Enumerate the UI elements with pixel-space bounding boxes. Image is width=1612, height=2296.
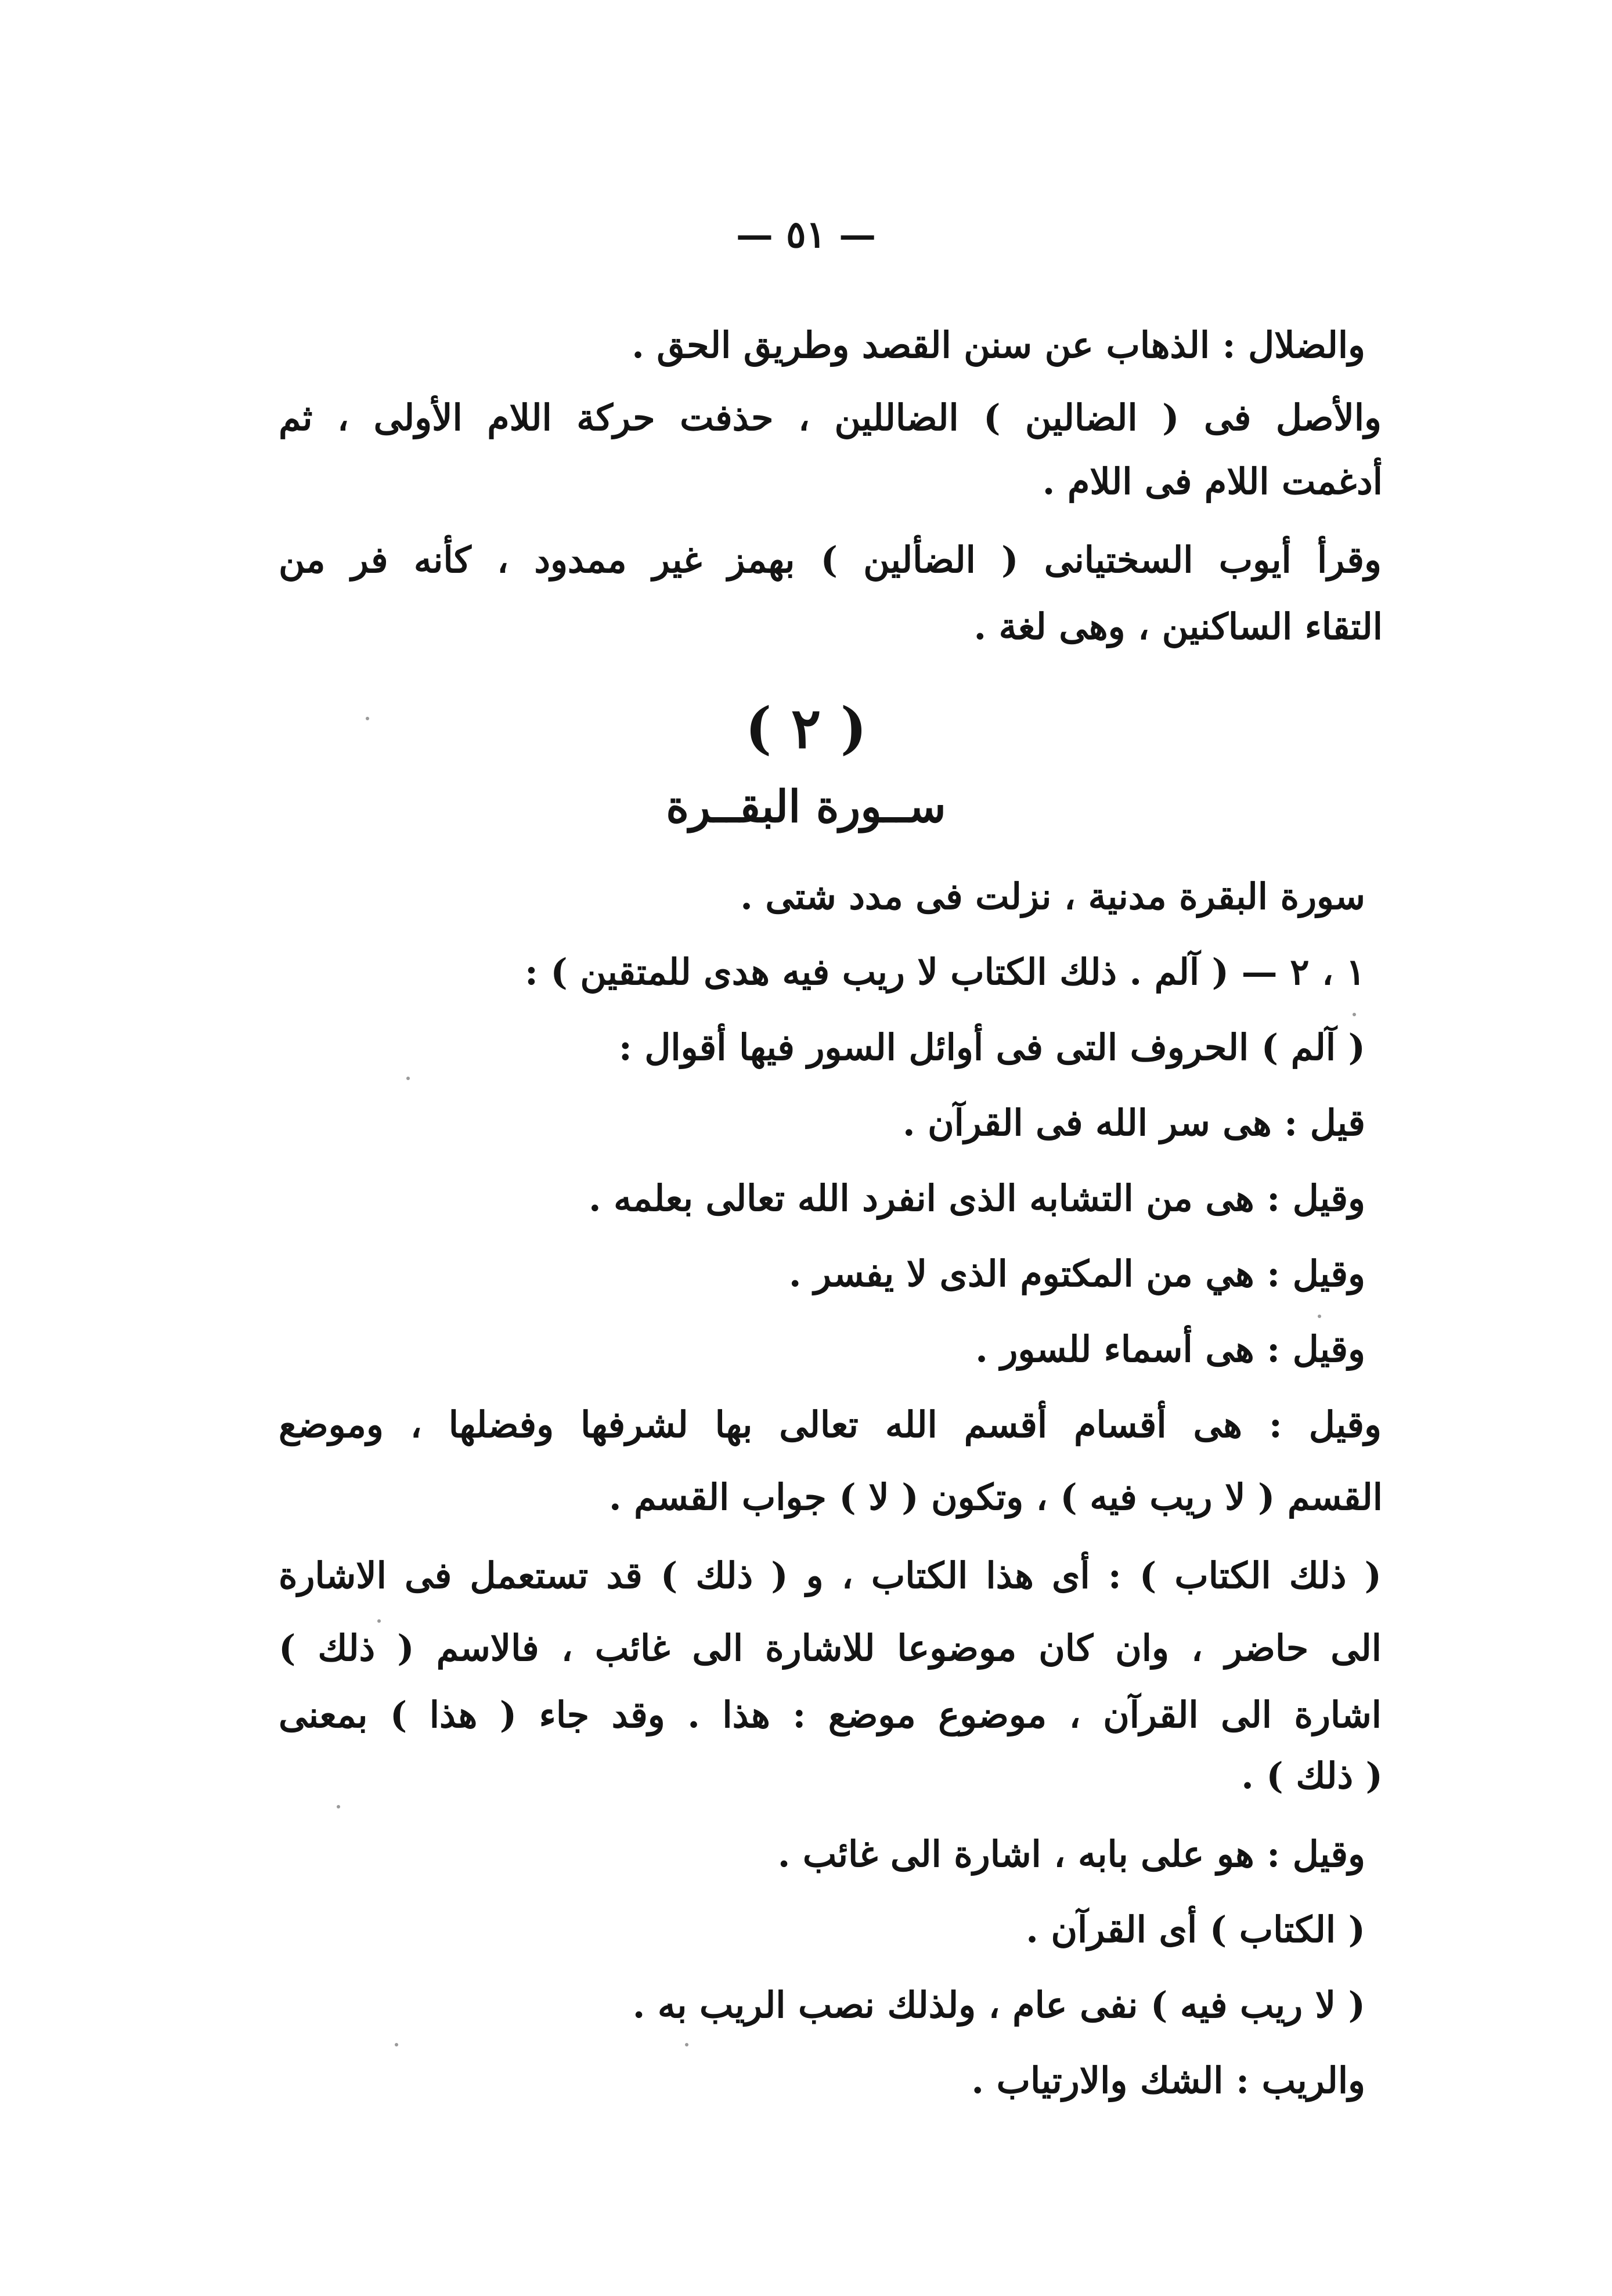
text-line: قيل : هى سر الله فى القرآن . — [902, 1102, 1365, 1144]
page-number: — ٥١ — — [735, 213, 877, 257]
scan-speck — [395, 2043, 398, 2046]
chapter-number: ( ٢ ) — [745, 695, 867, 761]
scan-speck — [406, 1077, 410, 1080]
text-line: اشارة الى القرآن ، موضوع موضع : هذا . وقد جاء ( هذا ) بمعنى — [279, 1694, 1382, 1736]
text-line: سورة البقرة مدنية ، نزلت فى مدد شتى . — [740, 875, 1365, 918]
chapter-title: ســورة البقــرة — [666, 781, 946, 832]
scan-speck — [1318, 1315, 1321, 1318]
text-line: ( آلم ) الحروف التى فى أوائل السور فيها أقوال : — [618, 1026, 1365, 1068]
scan-speck — [377, 1619, 381, 1623]
text-line: والريب : الشك والارتياب . — [971, 2059, 1365, 2102]
scan-speck — [337, 1805, 340, 1808]
text-line: وقيل : هى أسماء للسور . — [975, 1328, 1365, 1370]
text-line: ( ذلك الكتاب ) : أى هذا الكتاب ، و ( ذلك ) قد تستعمل فى الاشارة — [279, 1554, 1382, 1597]
text-line: ( لا ريب فيه ) نفى عام ، ولذلك نصب الريب به . — [632, 1984, 1365, 2026]
text-line: والأصل فى ( الضالين ) الضاللين ، حذفت حركة اللام الأولى ، ثم — [279, 396, 1382, 439]
text-line: التقاء الساكنين ، وهى لغة . — [973, 605, 1383, 648]
scan-speck — [366, 717, 369, 720]
text-line: أدغمت اللام فى اللام . — [1042, 460, 1383, 503]
text-line: وقرأ أيوب السختيانى ( الضألين ) بهمز غير ممدود ، كأنه فر من — [279, 539, 1382, 581]
text-line: ( ذلك ) . — [1241, 1755, 1383, 1797]
text-line: الى حاضر ، وان كان موضوعا للاشارة الى غائب ، فالاسم ( ذلك ) — [279, 1627, 1382, 1669]
scan-speck — [685, 2043, 688, 2046]
text-line: القسم ( لا ريب فيه ) ، وتكون ( لا ) جواب القسم . — [609, 1476, 1383, 1518]
text-line: وقيل : هو على بابه ، اشارة الى غائب . — [777, 1833, 1365, 1875]
text-line: وقيل : هي من المكتوم الذى لا يفسر . — [788, 1252, 1365, 1295]
scan-speck — [1353, 1013, 1356, 1016]
text-line: ١ ، ٢ — ( آلم . ذلك الكتاب لا ريب فيه هدى للمتقين ) : — [524, 951, 1365, 993]
text-line: وقيل : هى من التشابه الذى انفرد الله تعالى بعلمه . — [589, 1177, 1365, 1219]
text-line: ( الكتاب ) أى القرآن . — [1026, 1908, 1365, 1951]
text-line: والضلال : الذهاب عن سنن القصد وطريق الحق . — [632, 324, 1365, 366]
text-line: وقيل : هى أقسام أقسم الله تعالى بها لشرفها وفضلها ، وموضع — [279, 1403, 1382, 1446]
